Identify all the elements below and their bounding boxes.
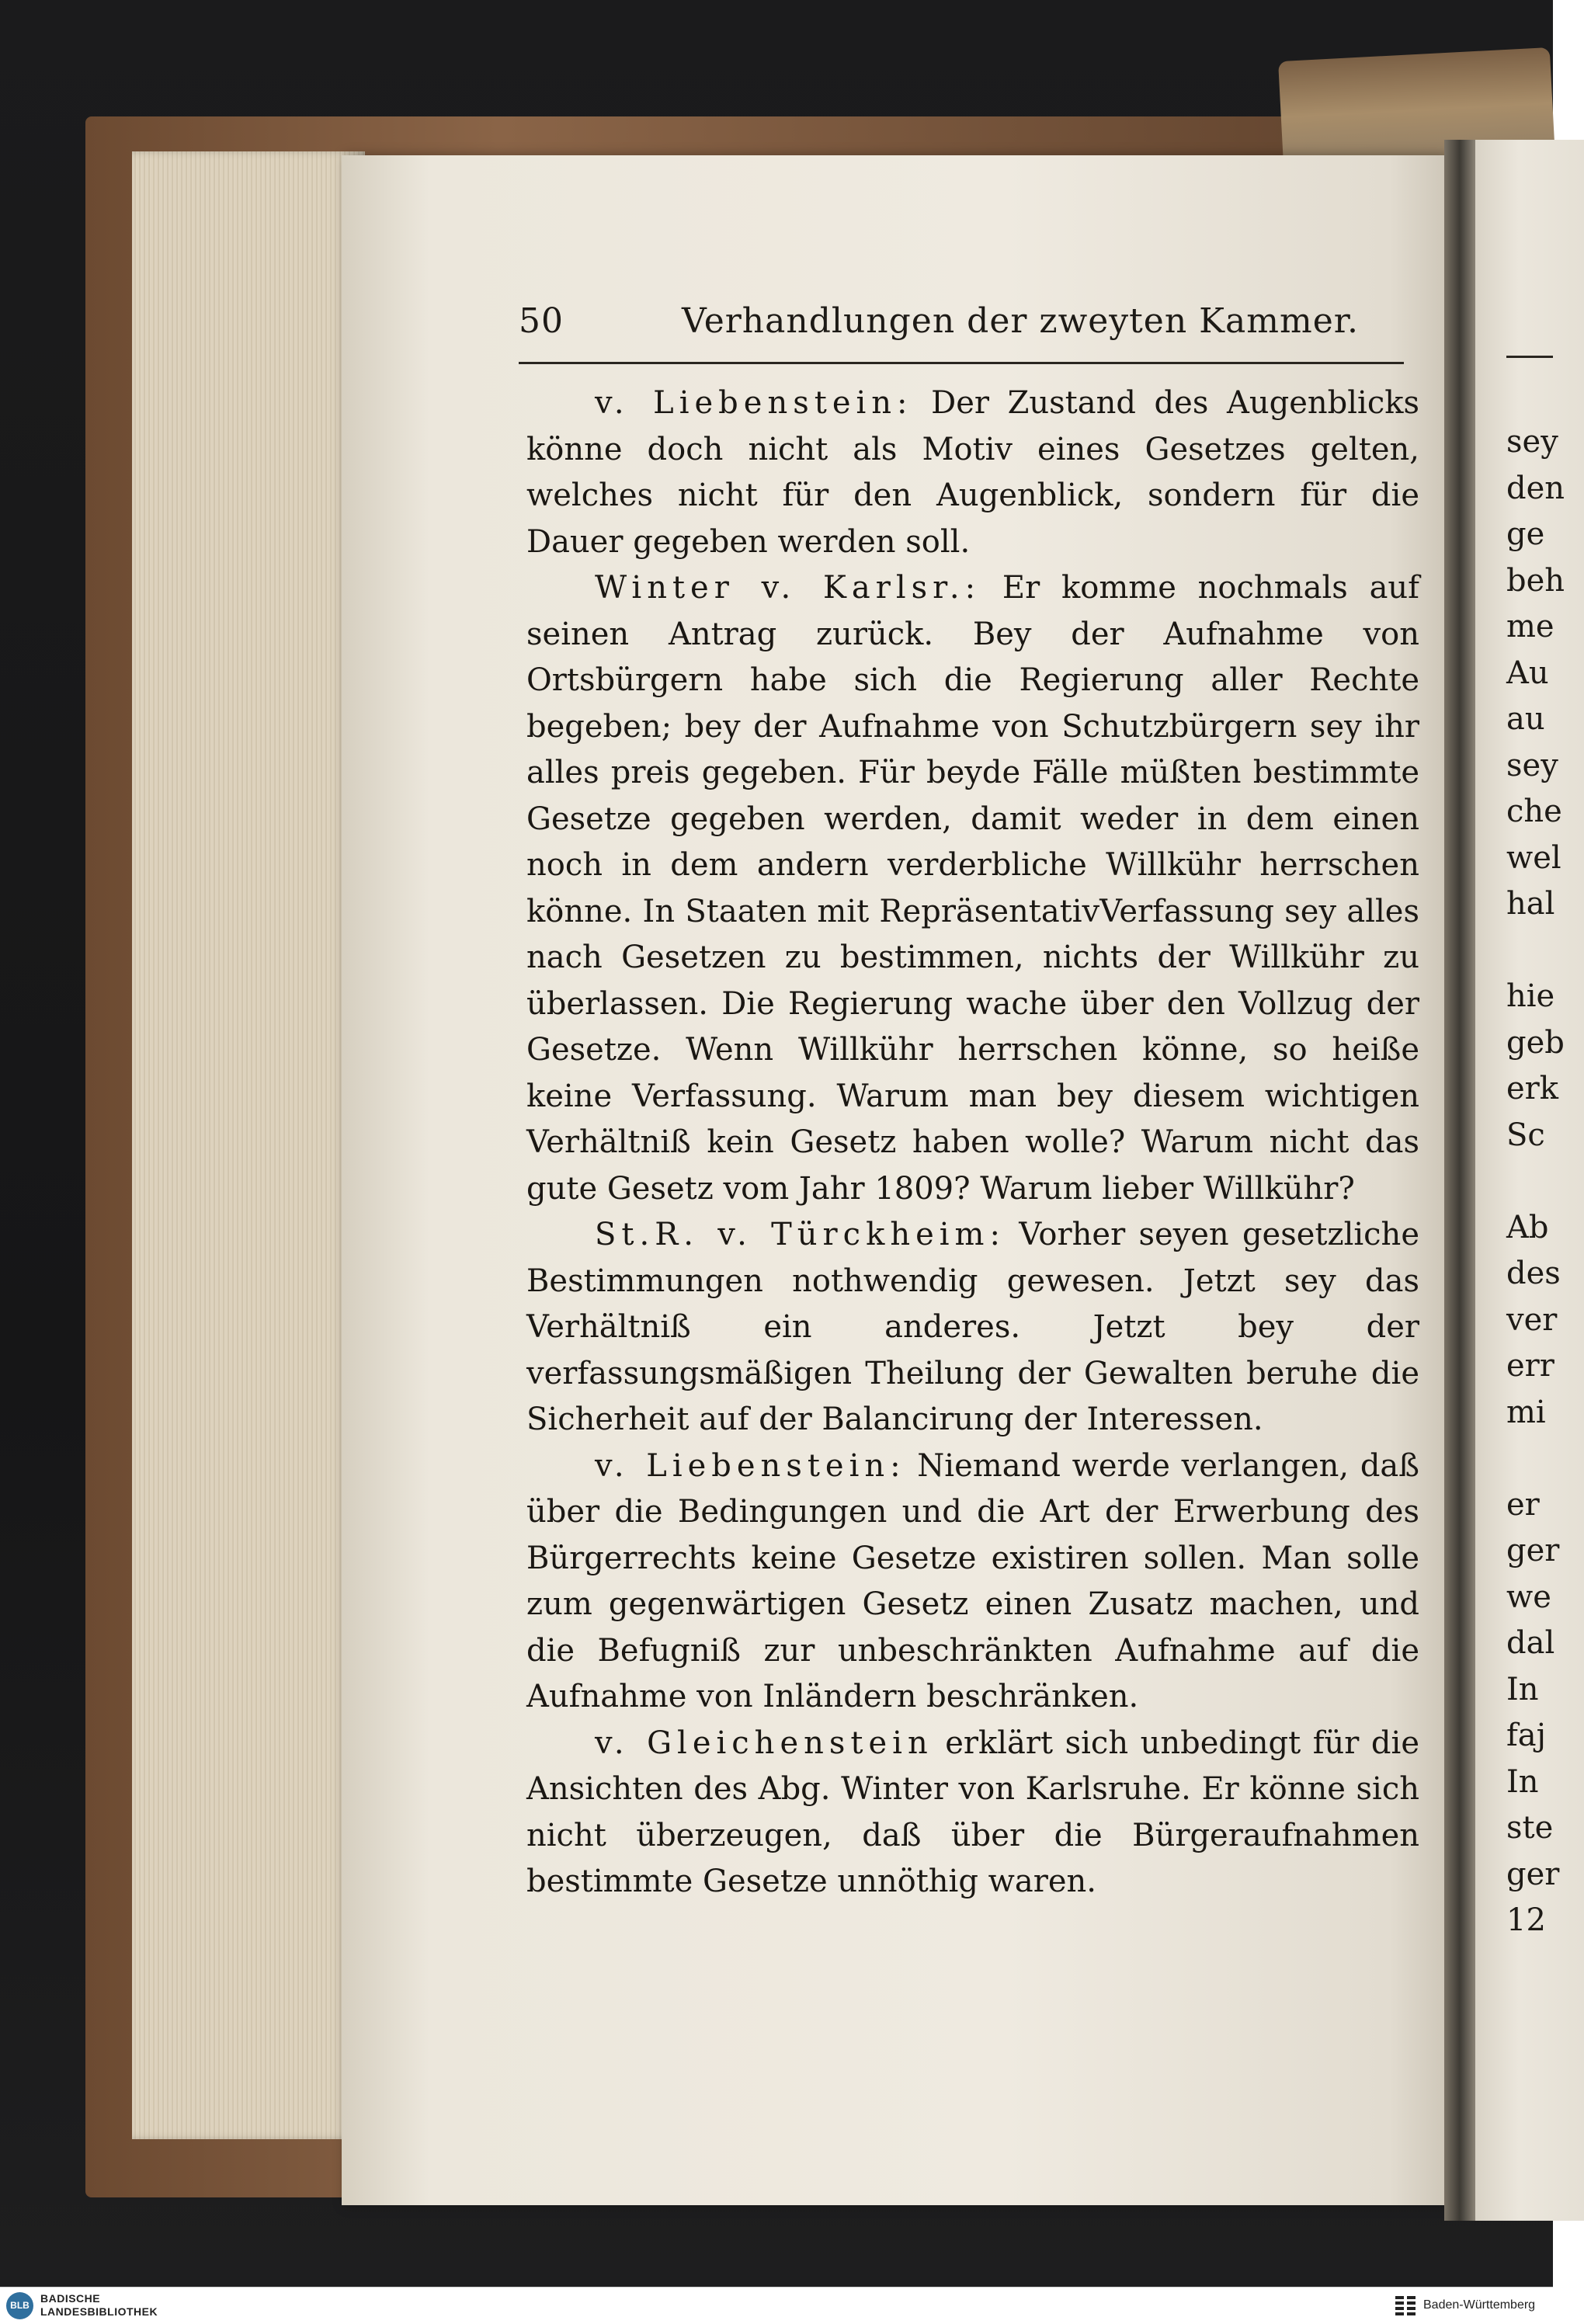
right-page-line: sey bbox=[1506, 747, 1558, 783]
state-name[interactable]: Baden-Württemberg bbox=[1423, 2298, 1536, 2312]
paragraph bbox=[526, 1721, 1419, 1905]
right-page-text-fragment bbox=[1506, 419, 1568, 1944]
right-page-line bbox=[1506, 1159, 1568, 1205]
page-body bbox=[526, 380, 1419, 1905]
right-page-line bbox=[1506, 928, 1568, 974]
paragraph-text: Der Zustand des Augenblicks könne doch nicht als Motiv eines Gesetzes gelten, welches nicht für den Augenblick, sondern für die Dauer gegeben werden soll. bbox=[526, 385, 1419, 560]
right-page-line: ger bbox=[1506, 1856, 1560, 1892]
right-page-line: den bbox=[1506, 470, 1565, 506]
right-page-line: beh bbox=[1506, 562, 1565, 599]
speaker-name: v. Liebenstein: bbox=[595, 385, 913, 421]
header-rule bbox=[519, 362, 1404, 364]
right-page-line bbox=[1506, 1436, 1568, 1482]
right-page-line: er bbox=[1506, 1486, 1540, 1523]
running-head-title: Verhandlungen der zweyten Kammer. bbox=[682, 301, 1359, 341]
right-page-line: hie bbox=[1506, 978, 1555, 1014]
right-page-line: ger bbox=[1506, 1533, 1560, 1568]
paragraph bbox=[526, 565, 1419, 1212]
right-page-line: che bbox=[1506, 794, 1562, 829]
right-page-line: faj bbox=[1506, 1718, 1547, 1753]
right-page-line: ver bbox=[1506, 1301, 1558, 1338]
right-page-line: des bbox=[1506, 1256, 1561, 1291]
right-page-line: In bbox=[1506, 1671, 1539, 1707]
speaker-name: v. Liebenstein: bbox=[595, 1447, 906, 1484]
right-page-line: me bbox=[1506, 609, 1554, 644]
speaker-name: v. Gleichenstein bbox=[595, 1725, 933, 1761]
right-page-line: In bbox=[1506, 1763, 1539, 1800]
library-name[interactable] bbox=[40, 2292, 158, 2319]
paragraph bbox=[526, 380, 1419, 565]
paragraph-text: Niemand werde verlangen, daß über die Bedingungen und die Art der Erwerbung des Bürgerrechts keine Gesetze existiren sollen. Man solle zum gegenwärtigen Gesetz einen Zusatz machen, und die Befugniß zur unbeschränkten Aufnahme auf die Aufnahme von Inländern beschränken. bbox=[526, 1447, 1419, 1714]
right-page-line: Ab bbox=[1506, 1209, 1549, 1245]
right-page-line: 12 bbox=[1506, 1902, 1546, 1938]
right-page-line: wel bbox=[1506, 839, 1561, 876]
speaker-name: Winter v. Karlsr.: bbox=[595, 570, 981, 606]
speaker-name: St.R. v. Türckheim: bbox=[595, 1217, 1006, 1252]
paragraph bbox=[526, 1443, 1419, 1721]
right-page-line: sey bbox=[1506, 424, 1558, 460]
right-page-line: ge bbox=[1506, 516, 1545, 552]
paragraph-text: Vorher seyen gesetzliche Bestimmungen nothwendig gewesen. Jetzt sey das Verhältniß ein anderes. Jetzt bey der verfassungsmäßigen Theilung der Gewalten beruhe die Sicherheit auf der Balancirung der Interessen. bbox=[526, 1217, 1419, 1437]
right-page-line: Sc bbox=[1506, 1117, 1545, 1153]
right-page-line: we bbox=[1506, 1579, 1551, 1615]
right-page-line: hal bbox=[1506, 886, 1555, 922]
right-page-line: dal bbox=[1506, 1625, 1555, 1661]
right-page-rule bbox=[1506, 356, 1553, 358]
right-page-line: geb bbox=[1506, 1024, 1565, 1061]
running-head bbox=[519, 301, 1404, 348]
book-gutter bbox=[1444, 140, 1475, 2221]
library-name-line1: BADISCHE bbox=[40, 2292, 101, 2305]
footer-bar bbox=[0, 2287, 1553, 2324]
library-logo-icon[interactable]: BLB bbox=[6, 2292, 33, 2319]
paragraph-text: erklärt sich unbedingt für die Ansichten des Abg. Winter von Karlsruhe. Er könne sich nicht überzeugen, daß über die Bürgeraufnahmen bestimmte Gesetze unnöthig waren. bbox=[526, 1725, 1420, 1899]
state-emblem-icon[interactable] bbox=[1394, 2294, 1419, 2317]
library-name-line2: LANDESBIBLIOTHEK bbox=[40, 2305, 158, 2318]
paragraph bbox=[526, 1212, 1419, 1443]
right-page-line: au bbox=[1506, 701, 1545, 737]
right-page-line: mi bbox=[1506, 1394, 1546, 1430]
right-page-line: Au bbox=[1506, 655, 1549, 691]
page-number: 50 bbox=[519, 301, 564, 341]
right-page-line: err bbox=[1506, 1348, 1554, 1384]
right-page-line: ste bbox=[1506, 1810, 1554, 1846]
paragraph-text: Er komme nochmals auf seinen Antrag zurück. Bey der Aufnahme von Ortsbürgern habe sich die Regierung aller Rechte begeben; bey der Aufnahme von Schutzbürgern sey ihr alles preis gegeben. Für beyde Fälle müßten bestimmte Gesetze gegeben werden, damit weder in dem einen noch in dem andern verderbliche Willkühr herrschen könne. In Staaten mit RepräsentativVerfassung sey alles nach Gesetzen zu bestimmen, nichts der Willkühr zu überlassen. Die Regierung wache über den Vollzug der Gesetze. Wenn Willkühr herrschen könne, so heiße keine Verfassung. Warum man bey diesem wichtigen Verhältniß kein Gesetz haben wolle? Warum nicht das gute Gesetz vom Jahr 1809? Warum lieber Willkühr? bbox=[526, 570, 1419, 1207]
page-edges bbox=[132, 151, 365, 2139]
right-page-line: erk bbox=[1506, 1071, 1559, 1106]
